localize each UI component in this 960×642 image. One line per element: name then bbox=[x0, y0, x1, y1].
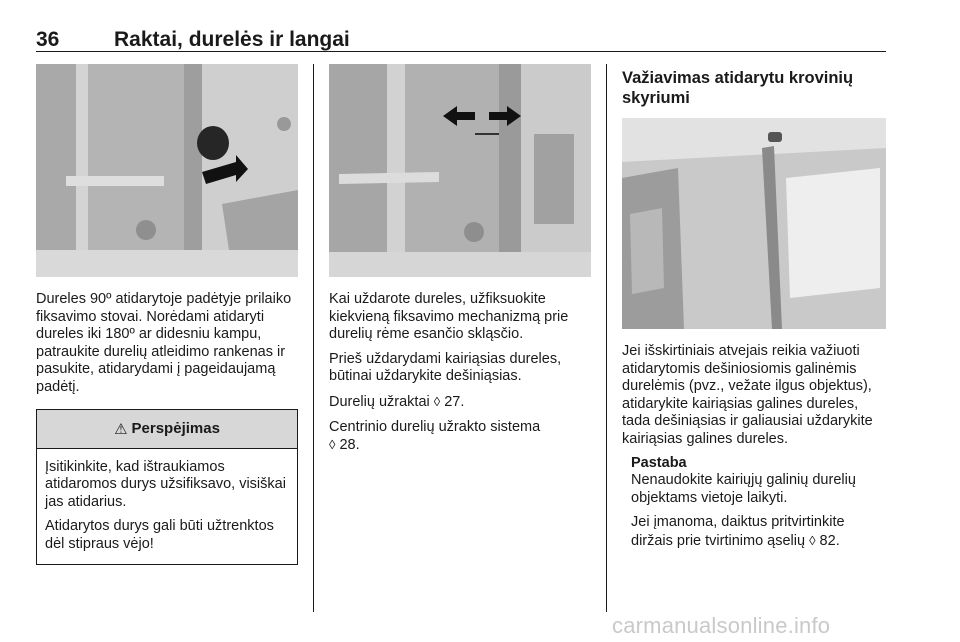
warning-body bbox=[37, 449, 297, 564]
cargo-area-photo bbox=[622, 118, 886, 329]
door-stay-photo bbox=[36, 64, 298, 277]
right-column bbox=[622, 64, 886, 551]
page-number: 36 bbox=[36, 28, 60, 51]
left-column bbox=[36, 64, 298, 565]
note-paragraph-1: Nenaudokite kairiųjų galinių durelių objektams vietoje laikyti. bbox=[631, 472, 856, 506]
watermark: carmanualsonline.info bbox=[612, 613, 831, 638]
door-stay-paragraph: Dureles 90º atidarytoje padėtyje prilaiko fiksavimo stovai. Norėdami atidaryti dureles iki 180º ar didesniu kampu, patraukite durelių atleidimo rankenas ir pasukite, atidarydami į pageidaujamą padėtį. bbox=[36, 291, 292, 395]
open-doors-paragraph: Jei išskirtiniais atvejais reikia važiuoti atidarytomis dešiniosiomis galinėmis durelėmis (pvz., vežate ilgus objektus), atidarykite kairiąsias galines dureles, tada dešiniąsias ir galiausiai uždarykite kairiąsias galines dureles. bbox=[622, 343, 873, 447]
column-divider-1 bbox=[313, 64, 314, 612]
reference-arrow-icon: ◊ bbox=[809, 532, 816, 548]
close-order-paragraph: Prieš uždarydami kairiąsias dureles, būtinai uždarykite dešiniąsias. bbox=[329, 350, 562, 385]
reference-arrow-icon: ◊ bbox=[329, 437, 336, 453]
door-stay-illustration bbox=[36, 64, 298, 277]
warning-title: Perspėjimas bbox=[131, 420, 220, 438]
door-latch-photo bbox=[329, 64, 591, 277]
warning-box bbox=[36, 409, 298, 565]
door-locks-reference: Durelių užraktai ◊ 27. bbox=[329, 393, 465, 410]
note-title: Pastaba bbox=[631, 454, 687, 471]
central-locking-reference: Centrinio durelių užrakto sistema ◊ 28. bbox=[329, 418, 541, 454]
warning-header bbox=[37, 410, 297, 449]
cargo-area-illustration bbox=[622, 118, 886, 329]
section-title: Raktai, durelės ir langai bbox=[114, 28, 350, 51]
column-divider-2 bbox=[606, 64, 607, 612]
warning-paragraph-2: Atidarytos durys gali būti užtrenktos dėl stipraus vėjo! bbox=[45, 518, 274, 552]
latch-paragraph: Kai uždarote dureles, užfiksuokite kiekvieną fiksavimo mechanizmą prie durelių rėme esančio skląsčio. bbox=[329, 291, 569, 343]
header-rule bbox=[36, 51, 886, 52]
note-paragraph-2: Jei įmanoma, daiktus pritvirtinkite diržais prie tvirtinimo ąselių ◊ 82. bbox=[631, 514, 845, 549]
door-latch-illustration bbox=[329, 64, 591, 277]
reference-arrow-icon: ◊ bbox=[433, 393, 441, 409]
middle-column bbox=[329, 64, 591, 455]
warning-paragraph-1: Įsitikinkite, kad ištraukiamos atidaromos durys užsifiksavo, visiškai jas atidarius. bbox=[45, 458, 286, 510]
page-header bbox=[36, 24, 886, 52]
note-block bbox=[631, 455, 886, 551]
section-heading: Važiavimas atidarytu krovinių skyriumi bbox=[622, 69, 854, 107]
warning-triangle-icon: ⚠ bbox=[114, 420, 128, 438]
